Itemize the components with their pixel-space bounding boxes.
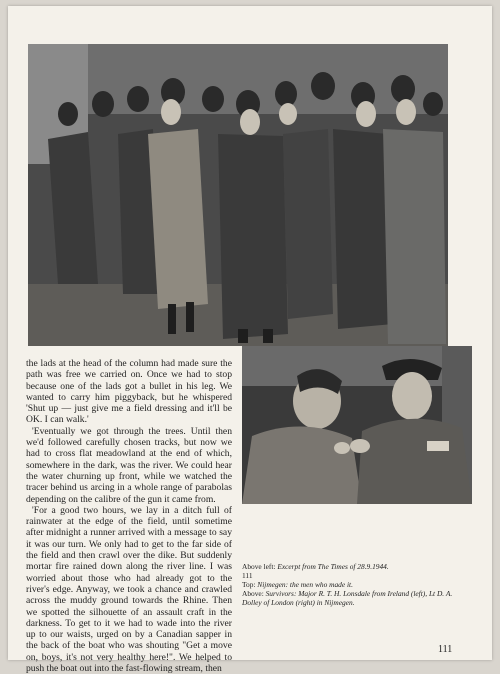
article-paragraph: 'Eventually we got through the trees. Until then we'd followed carefully chosen tracks, but now we had to cross flat meadowland at the end of which, somewhere in the dark, was the river. We could hear the water churning up front, while we watched the tracer behind us arcing in a whole range of parabolas depending on the calibre of the gun it came from. [26,425,232,505]
caption-line [242,589,464,607]
photo-soldiers-group-image [28,44,448,346]
book-page [8,6,492,674]
caption-label: Top: [242,580,258,589]
photo-survivors [242,346,472,504]
photo-soldiers-group [28,44,448,346]
caption-text: Survivors: Major R. T. H. Lonsdale from Ireland (left), Lt D. A. Dolley of London (right) in Nijmegen. [242,589,453,607]
page-number: 111 [438,644,453,655]
article-body-text [26,358,232,674]
caption-text: Nijmegen: the men who made it. [257,580,353,589]
photo-captions [242,562,464,607]
article-paragraph: the lads at the head of the column had made sure the path was free we carried on. Once we had to stop because one of the lads got a bullet in his leg. We wanted to carry him piggyback, but he whispered 'Shut up — just give me a field dressing and it'll be OK. I can walk.' [26,358,232,426]
photo-survivors-image [242,346,472,504]
article-paragraph: 'For a good two hours, we lay in a ditch full of rainwater at the edge of the field, until sometime after midnight a runner arrived with a message to say it was our turn. We only had to get to the far side of the field and then crawl over the dike. But suddenly mortar fire rained down along the river line. I was worried about those who had already got to the river's edge. Anyway, we took a chance and crawled across the muddy ground towards the Rhine. Then we spotted the silhouette of an assault craft in the darkness. To get to it we had to wade into the river up to our waists, urged on by a Canadian sapper in the back of the boat who was shouting "Get a move on, boys, it's not very healthy here!". We helped to push the boat out into the fast-flowing stream, then [26,504,232,674]
caption-line: 111 [242,571,253,580]
caption-label: Above left: [242,562,278,571]
caption-text: Excerpt from The Times of 28.9.1944. [277,562,389,571]
caption-line [242,562,464,571]
caption-line [242,580,464,589]
caption-label: Above: [242,589,266,598]
